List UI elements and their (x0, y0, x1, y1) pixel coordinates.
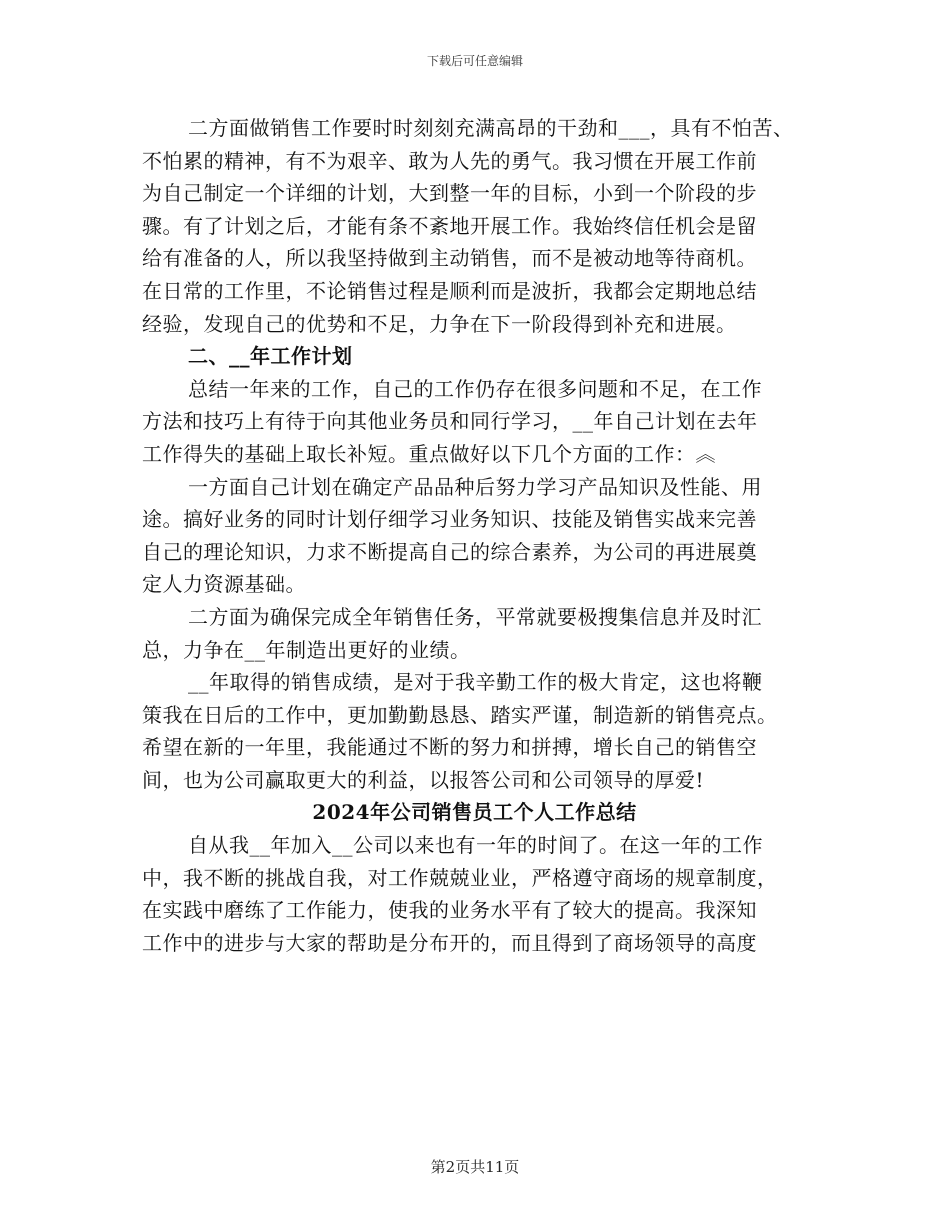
paragraph-line: 二方面为确保完成全年销售任务，平常就要极搜集信息并及时汇 (188, 604, 762, 629)
paragraph-line: 策我在日后的工作中，更加勤勤恳恳、踏实严谨，制造新的销售亮点。 (142, 702, 778, 727)
paragraph-line: 途。搞好业务的同时计划仔细学习业务知识、技能及销售实战来完善 (142, 507, 757, 532)
paragraph-line: 经验，发现自己的优势和不足，力争在下一阶段得到补充和进展。 (142, 311, 737, 336)
paragraph-line: 自从我__年加入__公司以来也有一年的时间了。在这一年的工作 (188, 833, 763, 858)
paragraph-line: __年取得的销售成绩，是对于我辛勤工作的极大肯定，这也将鞭 (188, 670, 763, 695)
document-title: 2024年公司销售员工个人工作总结 (312, 800, 637, 825)
paragraph-line: 给有准备的人，所以我坚持做到主动销售，而不是被动地等待商机。 (142, 246, 757, 271)
section-heading: 二、__年工作计划 (188, 344, 353, 369)
paragraph-line: 工作得失的基础上取长补短。重点做好以下几个方面的工作：︽ (142, 441, 716, 466)
paragraph-line: 一方面自己计划在确定产品品种后努力学习产品知识及性能、用 (188, 474, 762, 499)
paragraph-line: 总结一年来的工作，自己的工作仍存在很多问题和不足，在工作 (188, 376, 762, 401)
paragraph-line: 定人力资源基础。 (142, 572, 306, 597)
document-body (142, 112, 807, 959)
paragraph-line: 自己的理论知识，力求不断提高自己的综合素养，为公司的再进展奠 (142, 539, 757, 564)
paragraph-line: 工作中的进步与大家的帮助是分布开的，而且得到了商场领导的高度 (142, 930, 757, 955)
page-header-note: 下载后可任意编辑 (426, 54, 523, 68)
paragraph-line: 间，也为公司赢取更大的利益，以报答公司和公司领导的厚爱! (142, 767, 705, 792)
paragraph-line: 中，我不断的挑战自我，对工作兢兢业业，严格遵守商场的规章制度， (142, 865, 778, 890)
page-number: 第2页共11页 (430, 1158, 520, 1176)
paragraph-line: 希望在新的一年里，我能通过不断的努力和拼搏，增长自己的销售空 (142, 735, 757, 760)
paragraph-line: 骤。有了计划之后，才能有条不紊地开展工作。我始终信任机会是留 (142, 213, 757, 238)
paragraph-line: 为自己制定一个详细的计划，大到整一年的目标，小到一个阶段的步 (142, 181, 757, 206)
paragraph-line: 不怕累的精神，有不为艰辛、敢为人先的勇气。我习惯在开展工作前 (142, 148, 757, 173)
paragraph-line: 在实践中磨练了工作能力，使我的业务水平有了较大的提高。我深知 (142, 898, 757, 923)
paragraph-line: 总，力争在__年制造出更好的业绩。 (142, 637, 471, 662)
paragraph-line: 二方面做销售工作要时时刻刻充满高昂的干劲和___，具有不怕苦、 (188, 116, 794, 140)
paragraph-line: 方法和技巧上有待于向其他业务员和同行学习，__年自己计划在去年 (142, 409, 758, 434)
paragraph-line: 在日常的工作里，不论销售过程是顺利而是波折，我都会定期地总结 (142, 278, 757, 303)
